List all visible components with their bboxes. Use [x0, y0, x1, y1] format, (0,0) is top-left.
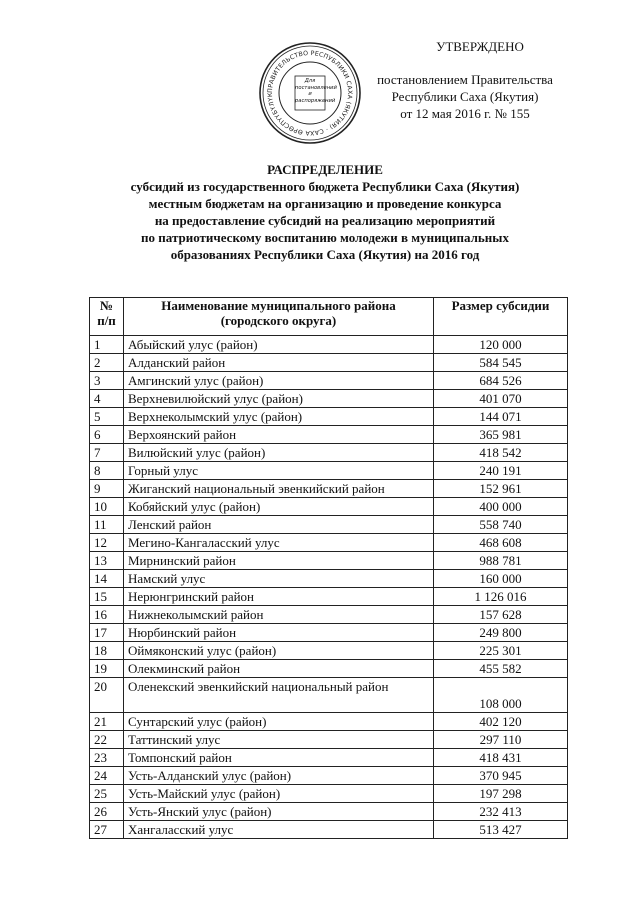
row-subsidy-amount: 157 628 — [434, 606, 568, 624]
table-row — [90, 642, 568, 660]
row-district-name: Вилюйский улус (район) — [124, 444, 434, 462]
row-district-name: Усть-Янский улус (район) — [124, 803, 434, 821]
row-number: 8 — [90, 462, 124, 480]
row-subsidy-amount: 988 781 — [434, 552, 568, 570]
table-row — [90, 480, 568, 498]
approval-line-1: постановлением Правительства — [377, 72, 553, 87]
row-number: 13 — [90, 552, 124, 570]
approval-line-3: от 12 мая 2016 г. № 155 — [400, 106, 530, 121]
seal-center-text: Для постановлений и распоряжений — [295, 78, 337, 104]
heading-line-4: по патриотическому воспитанию молодежи в муниципальных — [141, 230, 509, 245]
row-number: 10 — [90, 498, 124, 516]
table-row — [90, 552, 568, 570]
table-row — [90, 767, 568, 785]
row-district-name: Нюрбинский район — [124, 624, 434, 642]
row-subsidy-amount: 365 981 — [434, 426, 568, 444]
document-heading — [90, 161, 560, 263]
table-header-row — [90, 298, 568, 336]
row-number: 19 — [90, 660, 124, 678]
table-row — [90, 731, 568, 749]
row-number: 1 — [90, 336, 124, 354]
table-row — [90, 713, 568, 731]
table-row — [90, 354, 568, 372]
row-district-name: Сунтарский улус (район) — [124, 713, 434, 731]
table-row — [90, 408, 568, 426]
row-number: 18 — [90, 642, 124, 660]
row-subsidy-amount: 240 191 — [434, 462, 568, 480]
row-district-name: Усть-Майский улус (район) — [124, 785, 434, 803]
row-district-name: Кобяйский улус (район) — [124, 498, 434, 516]
row-subsidy-amount: 152 961 — [434, 480, 568, 498]
row-subsidy-amount: 108 000 — [434, 678, 568, 713]
table-row — [90, 336, 568, 354]
row-district-name: Амгинский улус (район) — [124, 372, 434, 390]
row-subsidy-amount: 400 000 — [434, 498, 568, 516]
row-subsidy-amount: 401 070 — [434, 390, 568, 408]
row-number: 20 — [90, 678, 124, 713]
row-subsidy-amount: 418 542 — [434, 444, 568, 462]
row-number: 4 — [90, 390, 124, 408]
row-number: 22 — [90, 731, 124, 749]
table-row — [90, 516, 568, 534]
row-district-name: Верхнеколымский улус (район) — [124, 408, 434, 426]
heading-line-1: субсидий из государственного бюджета Республики Саха (Якутия) — [130, 179, 520, 194]
row-district-name: Ленский район — [124, 516, 434, 534]
row-subsidy-amount: 1 126 016 — [434, 588, 568, 606]
row-subsidy-amount: 370 945 — [434, 767, 568, 785]
table-row — [90, 390, 568, 408]
row-subsidy-amount: 684 526 — [434, 372, 568, 390]
approval-title: УТВЕРЖДЕНО — [436, 39, 524, 54]
table-row — [90, 444, 568, 462]
row-number: 2 — [90, 354, 124, 372]
table-row — [90, 749, 568, 767]
row-district-name: Нерюнгринский район — [124, 588, 434, 606]
table-row — [90, 588, 568, 606]
table-row — [90, 498, 568, 516]
approval-line-2: Республики Саха (Якутия) — [391, 89, 539, 104]
table-row — [90, 462, 568, 480]
row-number: 11 — [90, 516, 124, 534]
row-subsidy-amount: 513 427 — [434, 821, 568, 839]
row-number: 6 — [90, 426, 124, 444]
table-row — [90, 803, 568, 821]
row-district-name: Оленекский эвенкийский национальный район — [124, 678, 434, 713]
table-row — [90, 426, 568, 444]
row-number: 25 — [90, 785, 124, 803]
row-subsidy-amount: 120 000 — [434, 336, 568, 354]
row-district-name: Жиганский национальный эвенкийский район — [124, 480, 434, 498]
row-number: 27 — [90, 821, 124, 839]
table-row — [90, 570, 568, 588]
row-number: 9 — [90, 480, 124, 498]
row-district-name: Оймяконский улус (район) — [124, 642, 434, 660]
table-row — [90, 678, 568, 713]
row-district-name: Намский улус — [124, 570, 434, 588]
row-number: 5 — [90, 408, 124, 426]
row-number: 21 — [90, 713, 124, 731]
row-subsidy-amount: 402 120 — [434, 713, 568, 731]
row-number: 12 — [90, 534, 124, 552]
row-subsidy-amount: 468 608 — [434, 534, 568, 552]
row-number: 24 — [90, 767, 124, 785]
row-subsidy-amount: 197 298 — [434, 785, 568, 803]
table-row — [90, 372, 568, 390]
row-subsidy-amount: 225 301 — [434, 642, 568, 660]
row-district-name: Верхоянский район — [124, 426, 434, 444]
row-district-name: Таттинский улус — [124, 731, 434, 749]
row-subsidy-amount: 455 582 — [434, 660, 568, 678]
row-district-name: Олекминский район — [124, 660, 434, 678]
row-subsidy-amount: 297 110 — [434, 731, 568, 749]
heading-line-3: на предоставление субсидий на реализацию мероприятий — [154, 213, 496, 228]
row-district-name: Алданский район — [124, 354, 434, 372]
header-num: № п/п — [90, 298, 124, 336]
row-subsidy-amount: 232 413 — [434, 803, 568, 821]
row-subsidy-amount: 249 800 — [434, 624, 568, 642]
table-row — [90, 821, 568, 839]
row-number: 23 — [90, 749, 124, 767]
row-number: 15 — [90, 588, 124, 606]
table-row — [90, 534, 568, 552]
header-name: Наименование муниципального района (городского округа) — [124, 298, 434, 336]
table-row — [90, 624, 568, 642]
heading-line-5: образованиях Республики Саха (Якутия) на 2016 год — [170, 247, 480, 262]
table-row — [90, 660, 568, 678]
row-subsidy-amount: 418 431 — [434, 749, 568, 767]
row-number: 26 — [90, 803, 124, 821]
row-district-name: Хангаласский улус — [124, 821, 434, 839]
table-row — [90, 785, 568, 803]
subsidy-table — [89, 297, 568, 839]
heading-title: РАСПРЕДЕЛЕНИЕ — [267, 162, 383, 177]
row-number: 3 — [90, 372, 124, 390]
row-district-name: Мегино-Кангаласский улус — [124, 534, 434, 552]
table-row — [90, 606, 568, 624]
row-subsidy-amount: 160 000 — [434, 570, 568, 588]
row-district-name: Абыйский улус (район) — [124, 336, 434, 354]
row-district-name: Горный улус — [124, 462, 434, 480]
row-district-name: Верхневилюйский улус (район) — [124, 390, 434, 408]
row-district-name: Нижнеколымский район — [124, 606, 434, 624]
row-number: 14 — [90, 570, 124, 588]
seal-ring-text: ПРАВИТЕЛЬСТВО РЕСПУБЛИКИ САХА (ЯКУТИЯ) · САХА ӨРӨСПҮҮБҮЛҮК — [266, 49, 354, 137]
row-number: 7 — [90, 444, 124, 462]
heading-line-2: местным бюджетам на организацию и проведение конкурса — [148, 196, 502, 211]
row-number: 16 — [90, 606, 124, 624]
row-district-name: Томпонский район — [124, 749, 434, 767]
row-subsidy-amount: 558 740 — [434, 516, 568, 534]
row-subsidy-amount: 584 545 — [434, 354, 568, 372]
header-amount: Размер субсидии — [434, 298, 568, 336]
approval-block — [340, 38, 590, 122]
row-district-name: Усть-Алданский улус (район) — [124, 767, 434, 785]
row-district-name: Мирнинский район — [124, 552, 434, 570]
table-body — [90, 336, 568, 839]
row-subsidy-amount: 144 071 — [434, 408, 568, 426]
row-number: 17 — [90, 624, 124, 642]
